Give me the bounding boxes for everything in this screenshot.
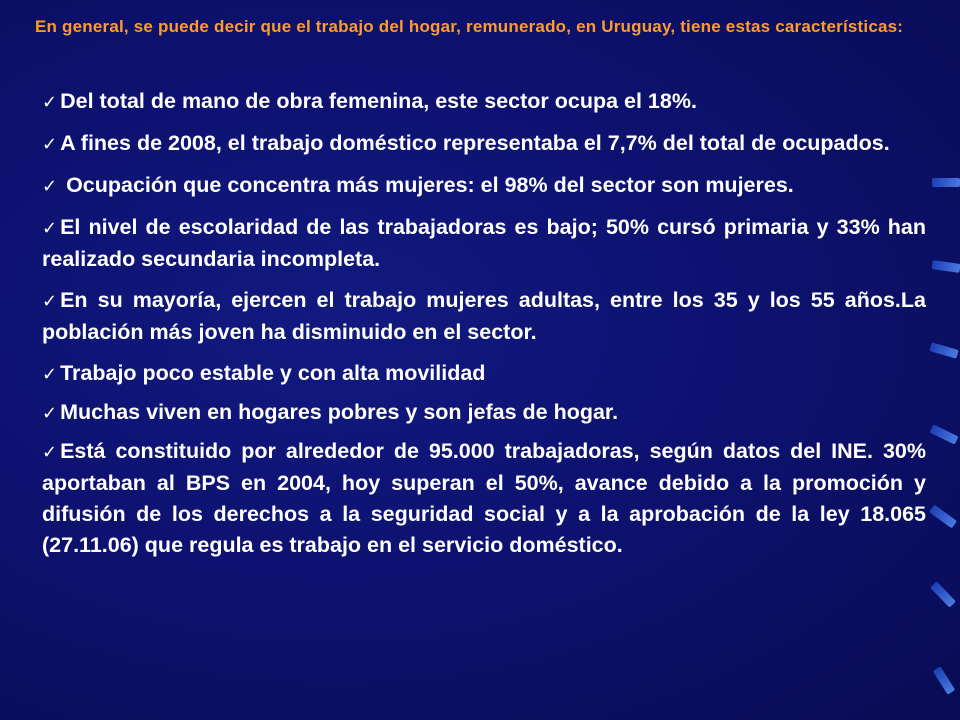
check-icon: ✓ xyxy=(42,442,58,463)
bullet-text: Del total de mano de obra femenina, este sector ocupa el 18%. xyxy=(60,89,697,113)
bullet-item xyxy=(42,436,926,561)
check-icon: ✓ xyxy=(42,291,58,312)
bullet-item xyxy=(42,128,926,160)
bullet-text: En su mayoría, ejercen el trabajo mujeres adultas, entre los 35 y los 55 años.La población más joven ha disminuido en el sector. xyxy=(42,288,926,344)
intro-text: En general, se puede decir que el trabajo del hogar, remunerado, en Uruguay, tiene estas características: xyxy=(35,17,904,36)
bullet-list xyxy=(42,86,926,571)
decorative-stripe xyxy=(929,424,958,444)
decorative-stripe xyxy=(929,505,957,529)
check-icon: ✓ xyxy=(42,134,58,155)
bullet-item xyxy=(42,86,926,118)
decorative-stripe xyxy=(930,581,956,607)
bullet-text: Está constituido por alrededor de 95.000 trabajadoras, según datos del INE. 30% aportaban al BPS en 2004, hoy superan el 50%, avance debido a la promoción y difusión de los derechos a la seguridad social y a la aprobación de la ley 18.065 (27.11.06) que regula es trabajo en el servicio doméstico. xyxy=(42,439,926,557)
check-icon: ✓ xyxy=(42,92,58,113)
decorative-stripe xyxy=(929,342,958,358)
check-icon: ✓ xyxy=(42,176,58,197)
check-icon: ✓ xyxy=(42,218,58,239)
bullet-text: Muchas viven en hogares pobres y son jefas de hogar. xyxy=(60,400,619,424)
bullet-item xyxy=(42,397,926,429)
bullet-item xyxy=(42,212,926,275)
bullet-text: El nivel de escolaridad de las trabajadoras es bajo; 50% cursó primaria y 33% han realizado secundaria incompleta. xyxy=(42,215,926,271)
bullet-item xyxy=(42,170,926,202)
decorative-stripe xyxy=(932,178,960,187)
bullet-text: Ocupación que concentra más mujeres: el 98% del sector son mujeres. xyxy=(60,173,794,197)
bullet-text: A fines de 2008, el trabajo doméstico representaba el 7,7% del total de ocupados. xyxy=(60,131,890,155)
bullet-text: Trabajo poco estable y con alta movilidad xyxy=(60,361,486,385)
check-icon: ✓ xyxy=(42,364,58,385)
check-icon: ✓ xyxy=(42,403,58,424)
decorative-stripe xyxy=(933,666,955,695)
bullet-item xyxy=(42,358,926,390)
decorative-stripe xyxy=(932,260,960,273)
bullet-item xyxy=(42,285,926,348)
